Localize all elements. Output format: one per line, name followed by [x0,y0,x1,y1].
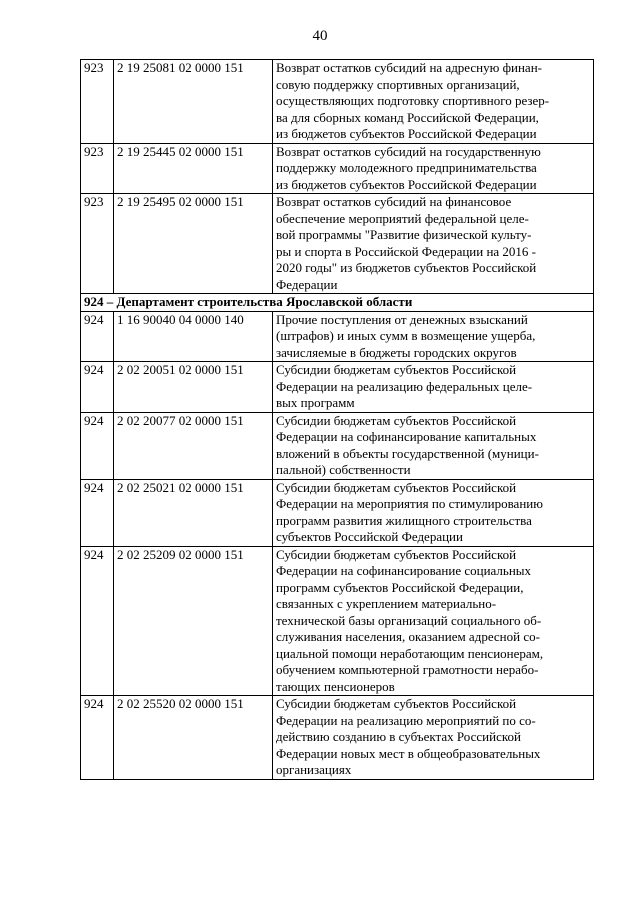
description-line: обеспечение мероприятий федеральной целе- [276,210,529,226]
admin-code-cell: 924 [81,311,114,362]
section-header-row [81,294,594,312]
section-title: 924 – Департамент строительства Ярославской области [81,294,594,312]
description-line: вых программ [276,395,355,410]
description-line: из бюджетов субъектов Российской Федерации [276,176,537,192]
description-line: Субсидии бюджетам субъектов Российской [276,546,517,562]
table-row [81,696,594,780]
table-row [81,311,594,362]
description-line: поддержку молодежного предпринимательства [276,160,537,175]
admin-code-cell: 923 [81,143,114,194]
description-line: из бюджетов субъектов Российской Федерации [276,126,537,141]
description-cell [273,143,594,194]
revenue-code-cell: 2 02 25021 02 0000 151 [114,479,273,546]
description-line: совую поддержку спортивных организаций, [276,76,520,92]
description-line: Федерации на реализацию федеральных целе- [276,378,533,394]
description-line: Возврат остатков субсидий на финансовое [276,194,512,209]
description-line: действию созданию в субъектах Российской [276,729,521,744]
admin-code-cell: 924 [81,546,114,696]
description-cell [273,60,594,144]
description-line: ры и спорта в Российской Федерации на 2016 - [276,243,537,259]
description-line: обучением компьютерной грамотности нерабо- [276,662,539,677]
description-line: Федерации на софинансирование капитальных [276,429,537,444]
description-cell [273,412,594,479]
revenue-codes-table [80,59,594,780]
description-line: циальной помощи неработающим пенсионерам, [276,645,544,661]
table-body [81,60,594,780]
description-cell [273,194,594,294]
description-line: Субсидии бюджетам субъектов Российской [276,412,517,428]
description-line: служивания населения, оказанием адресной со- [276,629,540,644]
description-line: субъектов Российской Федерации [276,529,463,544]
description-line: технической базы организаций социального об- [276,612,542,628]
admin-code-cell: 924 [81,696,114,780]
table-row [81,194,594,294]
description-line: Федерации на софинансирование социальных [276,563,532,578]
revenue-code-cell: 2 19 25081 02 0000 151 [114,60,273,144]
revenue-code-cell: 1 16 90040 04 0000 140 [114,311,273,362]
table-row [81,143,594,194]
table-row [81,362,594,413]
description-line: программ развития жилищного строительства [276,512,532,528]
table-row [81,60,594,144]
table-row [81,412,594,479]
description-line: программ субъектов Российской Федерации, [276,579,524,595]
description-line: вой программы "Развитие физической культу- [276,227,532,242]
description-line: Субсидии бюджетам субъектов Российской [276,479,517,495]
description-line: зачисляемые в бюджеты городских округов [276,344,517,360]
description-cell [273,546,594,696]
description-line: Федерации [276,276,338,292]
description-line: осуществляющих подготовку спортивного резер- [276,93,550,108]
admin-code-cell: 924 [81,479,114,546]
description-line: Федерации на мероприятия по стимулированию [276,496,543,511]
description-line: Возврат остатков субсидий на адресную финан- [276,60,542,75]
description-line: организациях [276,762,352,777]
description-line: Субсидии бюджетам субъектов Российской [276,362,517,377]
revenue-code-cell: 2 19 25445 02 0000 151 [114,143,273,194]
table-row [81,546,594,696]
description-line: (штрафов) и иных сумм в возмещение ущерба, [276,328,536,343]
description-line: пальной) собственности [276,462,411,477]
admin-code-cell: 924 [81,412,114,479]
description-line: Прочие поступления от денежных взысканий [276,311,528,327]
description-line: связанных с укреплением материально- [276,596,497,611]
description-cell [273,362,594,413]
description-cell [273,696,594,780]
admin-code-cell: 924 [81,362,114,413]
description-line: Федерации на реализацию мероприятий по со- [276,712,536,728]
description-line: Возврат остатков субсидий на государственную [276,143,541,159]
description-cell [273,311,594,362]
admin-code-cell: 923 [81,194,114,294]
revenue-code-cell: 2 02 25520 02 0000 151 [114,696,273,780]
description-line: Федерации новых мест в общеобразовательных [276,745,541,761]
revenue-code-cell: 2 19 25495 02 0000 151 [114,194,273,294]
description-cell [273,479,594,546]
description-line: Субсидии бюджетам субъектов Российской [276,696,517,711]
table-row [81,479,594,546]
revenue-code-cell: 2 02 20051 02 0000 151 [114,362,273,413]
description-line: ва для сборных команд Российской Федерации, [276,109,539,125]
description-line: вложений в объекты государственной (муници- [276,445,539,461]
description-line: тающих пенсионеров [276,678,395,694]
revenue-code-cell: 2 02 25209 02 0000 151 [114,546,273,696]
admin-code-cell: 923 [81,60,114,144]
description-line: 2020 годы" из бюджетов субъектов Российской [276,260,537,275]
revenue-code-cell: 2 02 20077 02 0000 151 [114,412,273,479]
page-number: 40 [312,28,328,44]
